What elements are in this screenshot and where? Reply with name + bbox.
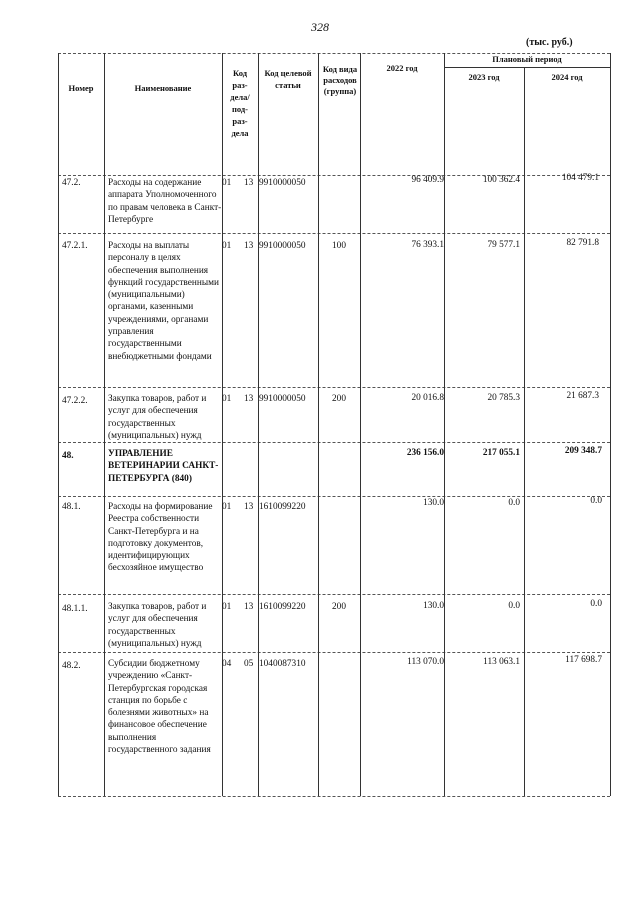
row-name: Закупка товаров, работ и услуг для обеспечения государственных (муниципальных) нужд xyxy=(108,394,207,441)
column-divider xyxy=(222,53,223,796)
row-number: 48.1. xyxy=(62,502,81,512)
row-value-2024: 117 698.7 xyxy=(565,655,602,665)
units-label: (тыс. руб.) xyxy=(526,37,573,48)
row-value-2024: 82 791.8 xyxy=(566,238,599,248)
row-border xyxy=(58,652,610,653)
header-year-2023: 2023 год xyxy=(468,72,500,82)
column-divider xyxy=(104,53,105,796)
row-subsection: 05 xyxy=(244,659,254,669)
column-divider xyxy=(610,53,611,796)
column-divider xyxy=(360,53,361,796)
row-value-2024: 104 479.1 xyxy=(561,173,599,183)
row-target-code: 1610099220 xyxy=(259,602,306,612)
row-value-2024: 209 348.7 xyxy=(564,446,602,456)
column-divider xyxy=(258,53,259,796)
row-subsection: 13 xyxy=(244,394,254,404)
row-section: 01 xyxy=(222,602,232,612)
row-expense-code: 100 xyxy=(332,241,346,251)
row-subsection: 13 xyxy=(244,178,254,188)
row-value-2024: 21 687.3 xyxy=(566,391,599,401)
header-expense-code: Код вида расходов (группа) xyxy=(322,64,358,96)
header-year-2022: 2022 год xyxy=(386,63,418,73)
row-number: 48.1.1. xyxy=(62,604,88,614)
row-section: 01 xyxy=(222,178,232,188)
row-name: Субсидии бюджетному учреждению «Санкт-Петербургская городская станция по борьбе с болезнями животных» на финансовое обеспечение выполнения государственного задания xyxy=(108,659,211,756)
row-target-code: 9910000050 xyxy=(259,178,306,188)
row-value-2023: 217 055.1 xyxy=(482,448,520,458)
header-name: Наименование xyxy=(134,83,192,93)
row-value-2022: 96 409.9 xyxy=(411,175,444,185)
row-number: 48. xyxy=(62,451,74,461)
row-name: УПРАВЛЕНИЕ ВЕТЕРИНАРИИ САНКТ-ПЕТЕРБУРГА (840) xyxy=(108,449,219,484)
row-value-2022: 236 156.0 xyxy=(406,448,444,458)
row-target-code: 9910000050 xyxy=(259,394,306,404)
column-divider xyxy=(58,53,59,796)
column-divider xyxy=(444,53,445,796)
row-target-code: 1040087310 xyxy=(259,659,306,669)
row-section: 01 xyxy=(222,394,232,404)
row-value-2022: 76 393.1 xyxy=(411,240,444,250)
header-number: Номер xyxy=(68,83,94,93)
row-name: Расходы на выплаты персоналу в целях обеспечения выполнения функций государственными (муниципальными) органами, казенными учреждениями, органами управления государственными внебюджетными фондами xyxy=(108,241,219,362)
row-name: Расходы на формирование Реестра собственности Санкт-Петербурга и на подготовку документов, идентифицирующих бесхозяйное имущество xyxy=(108,502,213,574)
row-value-2023: 100 362.4 xyxy=(482,175,520,185)
row-number: 48.2. xyxy=(62,661,81,671)
row-value-2023: 0.0 xyxy=(508,498,520,508)
row-section: 01 xyxy=(222,241,232,251)
planning-period-divider xyxy=(444,67,610,68)
row-number: 47.2. xyxy=(62,178,81,188)
header-section-code: Код раз-дела/ под-раз-дела xyxy=(230,68,250,138)
row-target-code: 9910000050 xyxy=(259,241,306,251)
row-number: 47.2.1. xyxy=(62,241,88,251)
header-target-code: Код целевой статьи xyxy=(264,68,312,90)
row-value-2022: 130.0 xyxy=(423,601,444,611)
row-number: 47.2.2. xyxy=(62,396,88,406)
row-section: 04 xyxy=(222,659,232,669)
row-subsection: 13 xyxy=(244,241,254,251)
table-bottom-border xyxy=(58,796,610,797)
row-value-2024: 0.0 xyxy=(590,496,602,506)
row-section: 01 xyxy=(222,502,232,512)
row-subsection: 13 xyxy=(244,502,254,512)
row-border xyxy=(58,594,610,595)
row-target-code: 1610099220 xyxy=(259,502,306,512)
header-planning-period: Плановый период xyxy=(492,54,562,64)
header-year-2024: 2024 год xyxy=(551,72,583,82)
row-expense-code: 200 xyxy=(332,394,346,404)
row-value-2022: 113 070.0 xyxy=(407,657,444,667)
column-divider xyxy=(318,53,319,796)
row-name: Закупка товаров, работ и услуг для обеспечения государственных (муниципальных) нужд xyxy=(108,602,207,649)
row-subsection: 13 xyxy=(244,602,254,612)
row-border xyxy=(58,387,610,388)
row-value-2024: 0.0 xyxy=(590,599,602,609)
row-value-2022: 130.0 xyxy=(423,498,444,508)
row-value-2023: 20 785.3 xyxy=(487,393,520,403)
row-name: Расходы на содержание аппарата Уполномоченного по правам человека в Санкт-Петербурге xyxy=(108,178,222,225)
row-value-2022: 20 016.8 xyxy=(411,393,444,403)
page-number: 328 xyxy=(311,20,329,34)
row-value-2023: 79 577.1 xyxy=(487,240,520,250)
row-value-2023: 0.0 xyxy=(508,601,520,611)
row-value-2023: 113 063.1 xyxy=(483,657,520,667)
row-border xyxy=(58,233,610,234)
row-expense-code: 200 xyxy=(332,602,346,612)
